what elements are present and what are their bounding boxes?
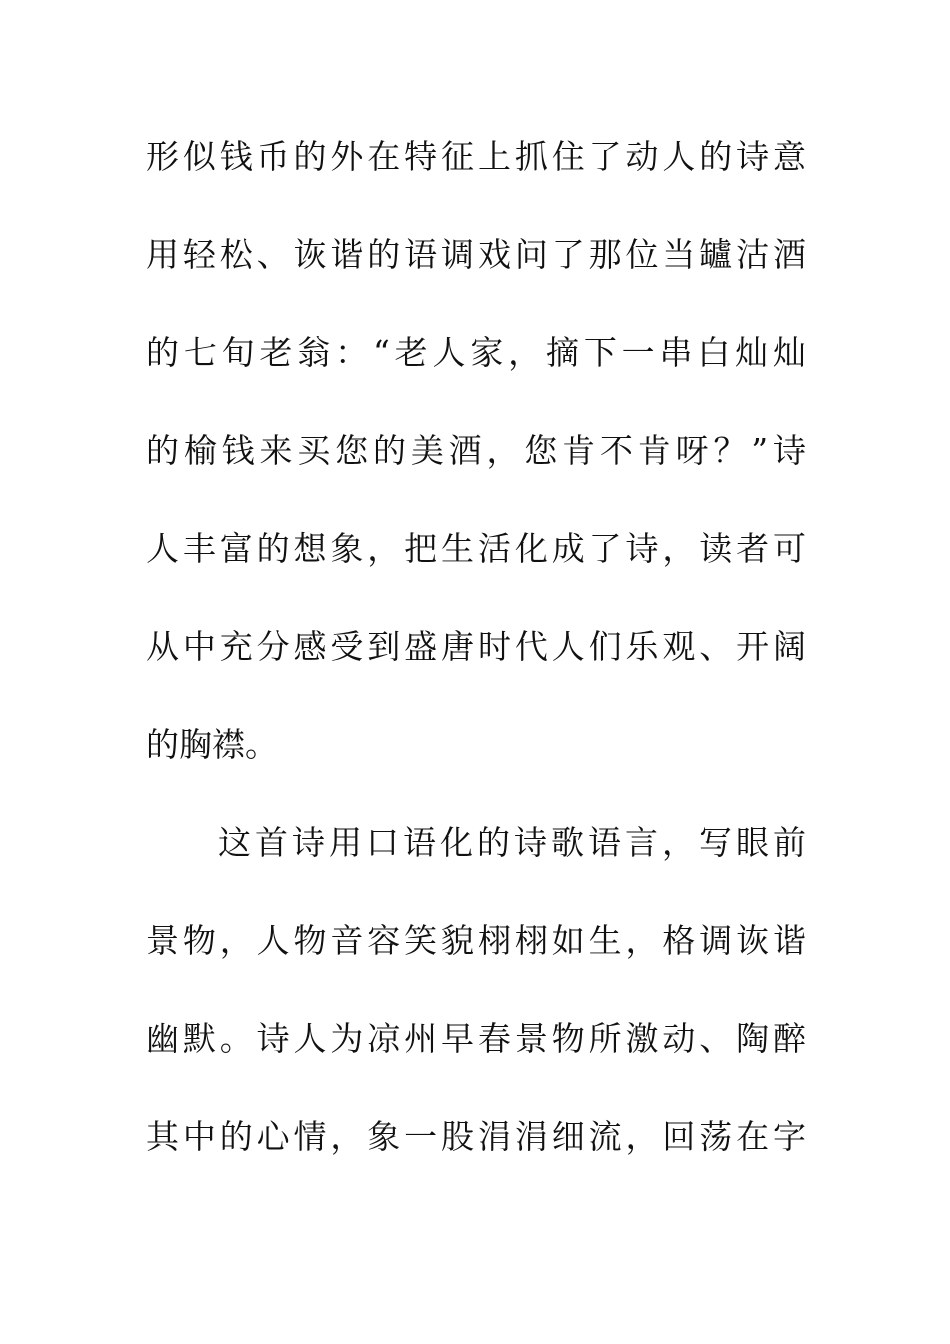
paragraph-line-2: 用轻松、诙谐的语调戏问了那位当罏沽酒 bbox=[146, 235, 806, 274]
paragraph-line-7: 的胸襟。 bbox=[146, 725, 278, 764]
paragraph-line-6: 从中充分感受到盛唐时代人们乐观、开阔 bbox=[146, 627, 806, 666]
paragraph-line-1: 形似钱币的外在特征上抓住了动人的诗意 bbox=[146, 137, 806, 176]
paragraph-2-line-2: 景物，人物音容笑貌栩栩如生，格调诙谐 bbox=[146, 921, 806, 960]
paragraph-line-5: 人丰富的想象，把生活化成了诗，读者可 bbox=[146, 529, 806, 568]
paragraph-2-line-1: 这首诗用口语化的诗歌语言，写眼前 bbox=[218, 823, 806, 862]
paragraph-line-4: 的榆钱来买您的美酒，您肯不肯呀？”诗 bbox=[146, 431, 806, 470]
paragraph-2-line-3: 幽默。诗人为凉州早春景物所激动、陶醉 bbox=[146, 1019, 806, 1058]
document-page bbox=[146, 0, 806, 1344]
paragraph-line-3: 的七旬老翁：“老人家，摘下一串白灿灿 bbox=[146, 333, 806, 372]
paragraph-2-line-4: 其中的心情，象一股涓涓细流，回荡在字 bbox=[146, 1117, 806, 1156]
